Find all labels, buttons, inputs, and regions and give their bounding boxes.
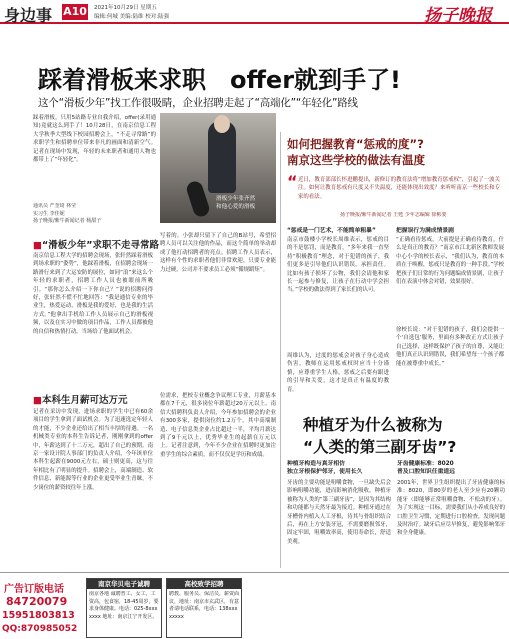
bullet-icon: ■	[33, 240, 42, 251]
ad-hotline-title: 广告订版电话	[4, 584, 64, 595]
section-2-text-continued: 位需求，把校专业概念争议理工专业，月薪基本都在7千元，很多岗位年薪超过20万元以上。南信大招聘科负责人介绍，今年参加招聘会的企业有300多家，提供岗位约1.2万个，其中高端制造、电子信息类企业占比超过一半，平均月薪达到了9千元以上，优秀毕业生的起薪在万元以上。记者注意到，今年不少企业在招聘时更加注重学生的综合素质，而不仅仅是学历和成绩。	[160, 393, 276, 458]
section-1-title: ■“滑板少年”求职不走寻常路	[33, 240, 159, 251]
main-subhead: 这个“滑板少年”找工作很吸睛，企业招聘走起了“高端化”“年轻化”路线	[38, 97, 358, 109]
skateboard-photo	[160, 113, 276, 223]
ad-school-text: 聘教、服务员、保洁员，薪资面议，地址：南京市玄武区，有意者请电话联系，电话：138xxxxxxxx	[169, 591, 239, 620]
section-name: 身边事	[4, 6, 53, 25]
ad-school-title: 高校致学招聘	[167, 579, 241, 589]
page-header	[0, 0, 509, 24]
ads-divider	[0, 572, 509, 573]
education-col2-head: 把握误行为满成情景剧	[396, 228, 454, 234]
ad-school-box	[166, 578, 242, 638]
ad-recruit-box	[86, 578, 162, 638]
quote-mark-icon: “	[287, 172, 298, 191]
ad-hotline-phone3: QQ:870985052	[2, 624, 78, 634]
person-head	[214, 115, 230, 133]
ad-recruit-title: 南京华贝电子诚聘	[87, 579, 161, 589]
section-1-text-continued: 写着的。小张却只留下了自己的B站号，希望招聘人员可以关注他的作品，而这个简单的举动却成了他打动招聘者的亮点。招聘工作人员表示，这样有个性的求职者他们非常欢迎，只要专业能力过硬，公司并不要求员工必须“循规蹈矩”。	[160, 233, 276, 273]
ad-hotline-box	[2, 578, 78, 638]
dental-col1-text: 牙齿的主要功能是咀嚼食物，一旦缺失后会影响咀嚼功能，进而影响消化吸收。种植牙被称为人类的“第三副牙齿”，是因为其结构和功能都与天然牙最为接近。种植牙通过在牙槽骨内植入人工牙根，待其与骨组织结合后，再在上方安装牙冠，不需要磨损邻牙，固定牢固，咀嚼效率高，使用寿命长，舒适美观。	[287, 480, 391, 545]
lead-paragraph: 踩着滑板，只用5站路专业自我介绍，offer(录用通知)竟就这么到手了！10月28日，在南京信息工程大学秋季大型线下校园招聘会上，“不走寻常路”的求职学生和招聘单位带来非凡的画面和清新空气。记者在现场中发现，年轻的未来职者和通用人物也都带上了“年轻化”。	[33, 115, 156, 164]
education-col2-text: “正确看待惩戒，大前提是正确看待教育，什么是真正的教育？”南京市江北新区教师发展中心小学的校长表示，“我们认为，教育的本质在于唤醒，惩戒只是教育的一种手段。”学校把孩子们日常的行为问题编成情景剧，让孩子们在表演中体会对错，效果很好。	[396, 237, 504, 286]
section-2-text: 记者在采访中发现，进场求职的学生中已有60余项目的学生拿到了面试机会。为了迅速选定年轻人的才能，不少企业还给出了相当丰厚的待遇。一名机械类专业的本科生告诉记者，刚刚拿到的offer中，年薪达到了十二万元，超出了自己的预期。南京一家设计院人事部门的负责人介绍，今年该单位本科生起薪在9000元左右，硕士则更高，这与往年相比有了明显的提升。招聘会上，高端制造、软件信息、新能源等行业的企业更受毕业生青睐，不少岗位的薪资较往年上涨。	[33, 409, 153, 491]
ad-recruit-text: 南京各地 诚聘普工、女工，工资高，包食宿，18-45周岁，要求身体健康。电话：025-8xxxxxxx 地址：南京江宁开发区。	[89, 591, 159, 620]
dental-col1-head: 种植牙构造与真牙相仿 独立牙根保护邻牙，使用长久	[287, 461, 363, 475]
ad-hotline-phone2: 15951803813	[2, 610, 75, 621]
editors: 编辑:何城 美编:陆维 校对:陆强	[94, 14, 170, 20]
dateline: 2021年10月29日 星期五	[94, 5, 157, 11]
education-col1-text2: 周维认为，过度的惩戒会对孩子身心造成伤害，教师在运用惩戒权时应当十分谨慎，应尊重学生人格，惩戒之后要有跟进的引导和关爱，这才是真正有温度的教育。	[287, 353, 389, 393]
bullet-icon: ■	[33, 395, 42, 406]
right-column-divider	[280, 132, 281, 568]
education-title-line2: 南京这些学校的做法有温度	[287, 153, 425, 167]
dental-col2-head: 牙齿健康标准：8020 普及口腔知识任重道远	[397, 461, 455, 475]
dental-title-line1: 种植牙为什么被称为	[303, 416, 443, 434]
masthead-logo: 扬子晚报	[424, 6, 492, 26]
main-headline: 踩着滑板来求职 offer就到手了!	[38, 66, 401, 94]
education-col1-head: “惩戒是一门艺术，不能简单粗暴”	[287, 228, 376, 234]
page-number: A10	[63, 5, 87, 18]
education-col2-text2: 徐校长说：“对于犯错的孩子，我们会提供一个‘自选包’服务，里面有多种改正方式让孩子自己选择，这样既保护了孩子的自尊，又能让他们真正认识到错误，我们希望每一个孩子都能在被尊重中成长。”	[396, 327, 504, 367]
dental-title-line2: “人类的第三副牙齿”?	[303, 438, 457, 456]
photo-caption: 滑板少年张齐然 和他心爱的滑板	[216, 196, 256, 210]
dental-col2-text: 2001年，世界卫生组织提出了牙齿健康的标准：8020，即80岁的老人至少应有20颗功能牙（即能够正常咀嚼食物、不松动的牙）。为了实现这一目标，需要我们从小养成良好的口腔卫生习惯，定期进行口腔检查，发现问题及时治疗。缺牙后应尽早修复，避免影响邻牙和全身健康。	[397, 480, 505, 537]
section-2-title: ■本科生月薪可达万元	[33, 395, 128, 406]
education-col1-text: 南京市鼓楼小学校长周维表示，惩戒的目的不是惩罚，而是教育。“多年来我一直坚持“积极教育”理念，对于犯错的孩子，我们更多是引导他们认识错误，承担责任。比如有孩子损坏了公物，我们会请他和家长一起参与修复，让孩子在行动中学会担当。”学校的做法得到了家长们的认可。	[287, 237, 389, 294]
education-title-line1: 如何把握教育“惩戒的度”?	[287, 137, 424, 151]
byline: 通讯员 严奎琦 林莹 实习生 李佳妮 扬子晚报/紫牛新闻记者 杨甜子	[33, 203, 102, 225]
ad-hotline-phone1: 84720079	[6, 595, 68, 608]
education-byline: 扬子晚报/紫牛新闻记者 王甦 少年志编辑 徐彬要	[340, 212, 447, 218]
education-lead: 近日，教育部部长怀进鹏提出，新修订的教育法将“增加教育惩戒权”，引起了一波关注。如何让教育惩戒有尺度又不失温度，还能体现出效度？来听听南京一些校长和专家的看法。	[298, 177, 500, 200]
section-1-text: 南京信息工程大学的招聘会现场，张轩然踩着滑板到场求职的“姿势”，他踩着滑板，在招聘会现场一路滑行来到了大运安防的展位，如同“浪”来这么个年轻的求职者，招聘工作人员也被眼前所吸引。“那你怎么介绍一下你自己？”说的招聘问得好，张轩然不慌不忙地回答：“我是通信专业的毕业生，热爱运动，滑板是我的爱好，也是我的生活方式。”他拿出手机给工作人员展示自己的滑板视频，以及在实习中做的项目作品，工作人员都被他的自信和热情打动，当场给了他面试机会。	[33, 253, 153, 335]
